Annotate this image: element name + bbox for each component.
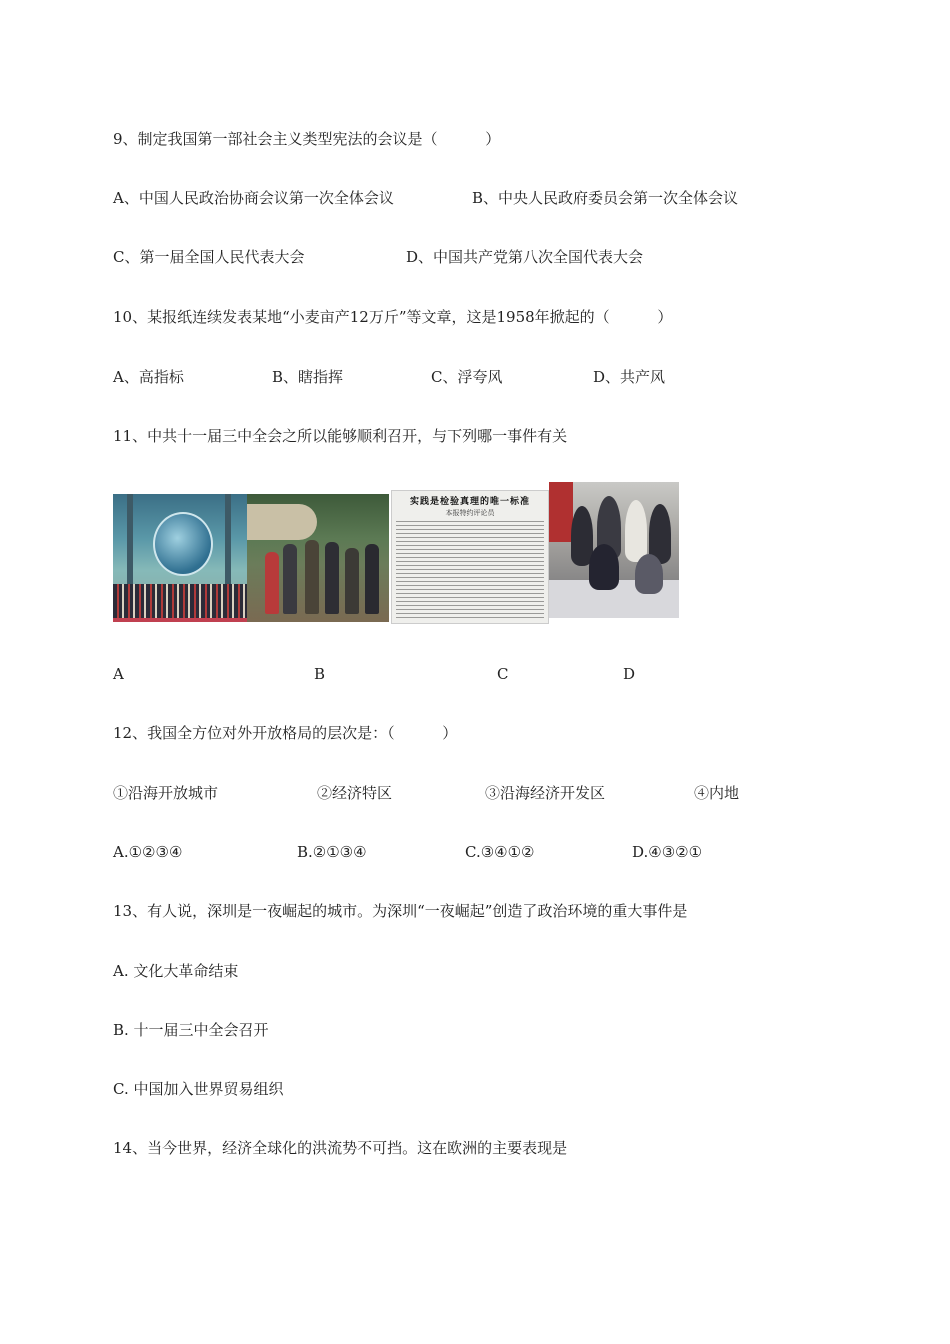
question-11-label-d: D: [623, 665, 636, 683]
question-13-option-a: A. 文化大革命结束: [113, 962, 239, 980]
newspaper-byline: 本报特约评论员: [445, 509, 495, 517]
question-10-stem: 10、某报纸连续发表某地“小麦亩产12万斤”等文章，这是1958年掀起的（ ）: [113, 308, 673, 326]
question-9-option-a: A、中国人民政治协商会议第一次全体会议: [113, 189, 394, 207]
globe-icon: [153, 512, 213, 576]
question-12-item-1: ①沿海开放城市: [113, 784, 219, 802]
question-13-option-c: C. 中国加入世界贸易组织: [113, 1080, 284, 1098]
newspaper-headline: 实践是检验真理的唯一标准: [409, 497, 530, 507]
question-12-item-3: ③沿海经济开发区: [485, 784, 606, 802]
question-10-option-a: A、高指标: [113, 368, 184, 386]
question-12-option-a: A.①②③④: [113, 843, 183, 861]
picture-d-signing-ceremony: [549, 482, 679, 618]
question-12-option-c: C.③④①②: [465, 843, 535, 861]
question-11-label-c: C: [497, 665, 509, 683]
picture-c-newspaper: [391, 490, 549, 624]
question-11-label-a: A: [113, 665, 124, 683]
question-13-stem: 13、有人说，深圳是一夜崛起的城市。为深圳“一夜崛起”创造了政治环境的重大事件是: [113, 902, 688, 920]
question-10-option-b: B、瞎指挥: [272, 368, 344, 386]
question-12-option-d: D.④③②①: [632, 843, 703, 861]
picture-a-expo-building: [113, 494, 247, 622]
question-12-item-4: ④内地: [694, 784, 740, 802]
question-11-image-strip: [113, 482, 679, 624]
question-11-label-b: B: [314, 665, 326, 683]
picture-b-airport-handshake: [247, 494, 389, 622]
question-11-stem: 11、中共十一届三中全会之所以能够顺利召开，与下列哪一事件有关: [113, 427, 568, 445]
question-9-option-d: D、中国共产党第八次全国代表大会: [406, 248, 644, 266]
question-9-option-b: B、中央人民政府委员会第一次全体会议: [472, 189, 739, 207]
question-12-item-2: ②经济特区: [317, 784, 393, 802]
question-10-option-c: C、浮夸风: [431, 368, 503, 386]
question-9-stem: 9、制定我国第一部社会主义类型宪法的会议是（ ）: [113, 130, 501, 148]
question-10-option-d: D、共产风: [593, 368, 666, 386]
question-13-option-b: B. 十一届三中全会召开: [113, 1021, 269, 1039]
question-12-option-b: B.②①③④: [297, 843, 367, 861]
question-14-stem: 14、当今世界，经济全球化的洪流势不可挡。这在欧洲的主要表现是: [113, 1139, 568, 1157]
question-12-stem: 12、我国全方位对外开放格局的层次是：（ ）: [113, 724, 458, 742]
question-9-option-c: C、第一届全国人民代表大会: [113, 248, 305, 266]
